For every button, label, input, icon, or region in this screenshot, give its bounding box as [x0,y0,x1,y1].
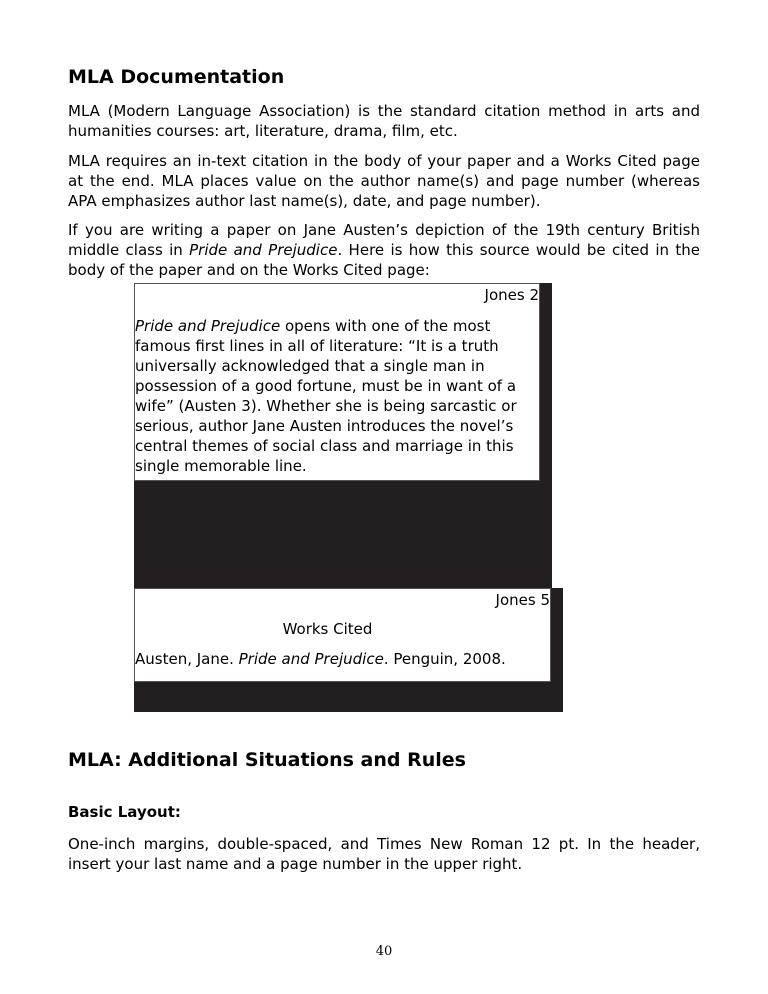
works-cited-title: Works Cited [282,620,373,638]
entry-title: Pride and Prejudice [238,650,384,668]
example-text-before: If you are writing a paper on Jane Austen’s depiction of the 19th century British middle class in [68,221,700,259]
page-header: Jones 5 [495,591,550,609]
section-heading-rules: MLA: Additional Situations and Rules [68,749,466,771]
example-paragraph [68,220,700,280]
page-header: Jones 2 [484,286,539,304]
page-number: 40 [375,944,393,959]
layout-paragraph: One-inch margins, double-spaced, and Times New Roman 12 pt. In the header, insert your last name and a page number in the upper right. [68,835,700,873]
section-heading: MLA Documentation [68,66,285,88]
sample-paper-text [135,316,527,476]
example-text-after: . Here is how this source would be cited in the body of the paper and on the Works Cited page: [68,241,700,279]
sample-paper-page [134,283,540,481]
book-title: Pride and Prejudice [135,317,281,335]
subheading-basic-layout: Basic Layout: [68,803,181,821]
entry-publisher: . Penguin, 2008. [383,650,506,668]
intro-paragraph: MLA (Modern Language Association) is the standard citation method in arts and humanities courses: art, literature, drama, film, etc. [68,102,700,140]
requirements-paragraph: MLA requires an in-text citation in the body of your paper and a Works Cited page at the end. MLA places value on the author name(s) and page number (whereas APA emphasizes author last name(s), date, and page number). [68,152,700,210]
works-cited-entry [135,650,506,668]
works-cited-page [134,588,551,682]
entry-author: Austen, Jane. [135,650,239,668]
sample-body-text: opens with one of the most famous first lines in all of literature: “It is a truth universally acknowledged that a single man in possession of a good fortune, must be in want of a wife” (Austen 3). Whether she is being sarcastic or serious, author Jane Austen introduces the novel’s central themes of social class and marriage in this single memorable line. [135,317,517,475]
book-title: Pride and Prejudice [189,241,338,259]
